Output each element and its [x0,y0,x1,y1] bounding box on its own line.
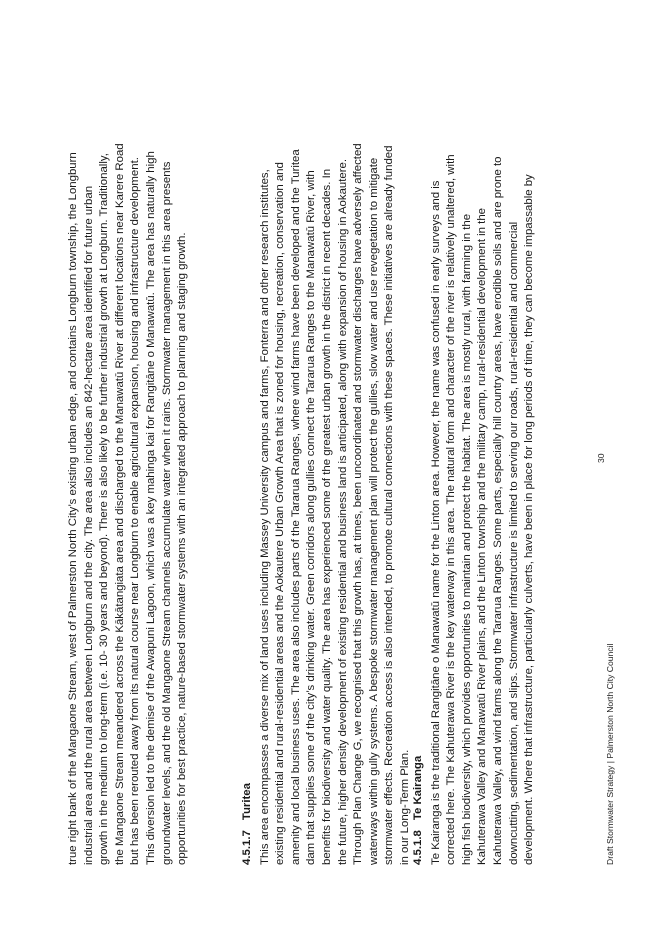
page-number: 30 [596,453,606,463]
paragraph-line: dam that supplies some of the city’s drinking water. Green corridors along gullies connect the Tararua Ranges to the Manawatū River, with [305,170,318,865]
paragraph-line: This diversion led to the demise of the Awapuni Lagoon, which was a key mahinga kai for Rangitāne o Manawatū. The area has naturally high [144,151,157,865]
paragraph-line: industrial area and the rural area between Longburn and the city. The area also includes an 842-hectare area identified for future urban [82,185,95,865]
section-heading [240,55,256,865]
paragraph-line: benefits for biodiversity and water quality. The area has experienced some of the greatest urban growth in the district in recent decades. In [320,168,333,865]
section-heading [411,55,427,865]
paragraph-line: Kahuterawa Valley, and wind farms along the Tararua Ranges. Some parts, especially hill country areas, have erodible soils and are prone to [491,156,504,865]
section-number: 4.5.1.7 [241,830,253,865]
paragraph-line: development. Where that infrastructure, particularly culverts, have been in place for long periods of time, they can become impassable by [523,174,536,865]
paragraph-line: Through Plan Change G, we recognised that this growth has, at times, been uncoordinated and stormwater discharges have adversely affected [352,143,365,865]
paragraph-line: growth in the medium to long-term (i.e. 10- 30 years and beyond). There is also likely to be further industrial growth at Longburn. Traditionally, [98,153,111,865]
paragraph-line: but has been rerouted away from its natural course near Longburn to enable agricultural expansion, housing and infrastructure development. [129,157,142,865]
section-te-kairanga [411,55,538,865]
intro-paragraph [66,55,191,865]
section-turitea [240,55,414,865]
paragraph-line: Te Kairanga is the traditional Rangitāne o Manawatū name for the Linton area. However, the name was confused in early surveys and is [429,180,442,865]
paragraph-line: groundwater levels, and the old Mangaone Stream channels accumulate water when it rains. Stormwater management in this area presents [160,161,173,865]
paragraph-line: waterways within gully systems. A bespoke stormwater management plan will protect the gullies, slow water and use revegetation to mitigate [367,157,380,865]
paragraph-line: the future, higher density development of existing residential and business land is anticipated, along with expansion of housing in Aokautere. [336,158,349,865]
paragraph-line: high fish biodiversity, which provides opportunities to maintain and protect the habitat. The area is mostly rural, with farming in the [460,213,473,865]
paragraph-line: downcutting, sedimentation, and slips. Stormwater infrastructure is limited to serving our roads, rural-residential and commercial [507,221,520,865]
paragraph-line: amenity and local business uses. The area also includes parts of the Tararua Ranges, where wind farms have been developed and the Turitea [289,149,302,865]
section-title: Te Kairanga [412,755,424,821]
section-title: Turitea [241,783,253,821]
paragraph-line: Kahuterawa Valley and Manawatū River plains, and the Linton township and the military camp, rural-residential development in the [476,207,489,865]
paragraph-line: stormwater effects. Recreation access is also intended, to promote cultural connections with these spaces. These initiatives are already funded [383,145,396,865]
paragraph-line: in our Long-Term Plan. [398,749,411,865]
paragraph-line: existing residential and rural-residential areas and the Aokautere Urban Growth Area that is zoned for housing, recreation, conservation and [274,162,287,865]
footer-document-title: Draft Stormwater Strategy | Palmerston North City Council [605,643,615,865]
paragraph-line: corrected here. The Kahuterawa River is the key waterway in this area. The natural form and character of the river is relatively unaltered, with [445,154,458,865]
paragraph-line: This area encompasses a diverse mix of land uses including Massey University campus and farms, Fonterra and other research institutes, [258,169,271,865]
paragraph-line: true right bank of the Mangaone Stream, west of Palmerston North City’s existing urban edge, and contains Longburn township, the Longburn [67,152,79,865]
section-number: 4.5.1.8 [412,830,424,865]
paragraph-line: the Mangaone Stream meandered across the Kākātangiata area and discharged to the Manawatū River at different locations near Karere Road [113,143,126,865]
paragraph-line: opportunities for best practice, nature-based stormwater systems with an integrated approach to planning and staging growth. [176,232,189,865]
